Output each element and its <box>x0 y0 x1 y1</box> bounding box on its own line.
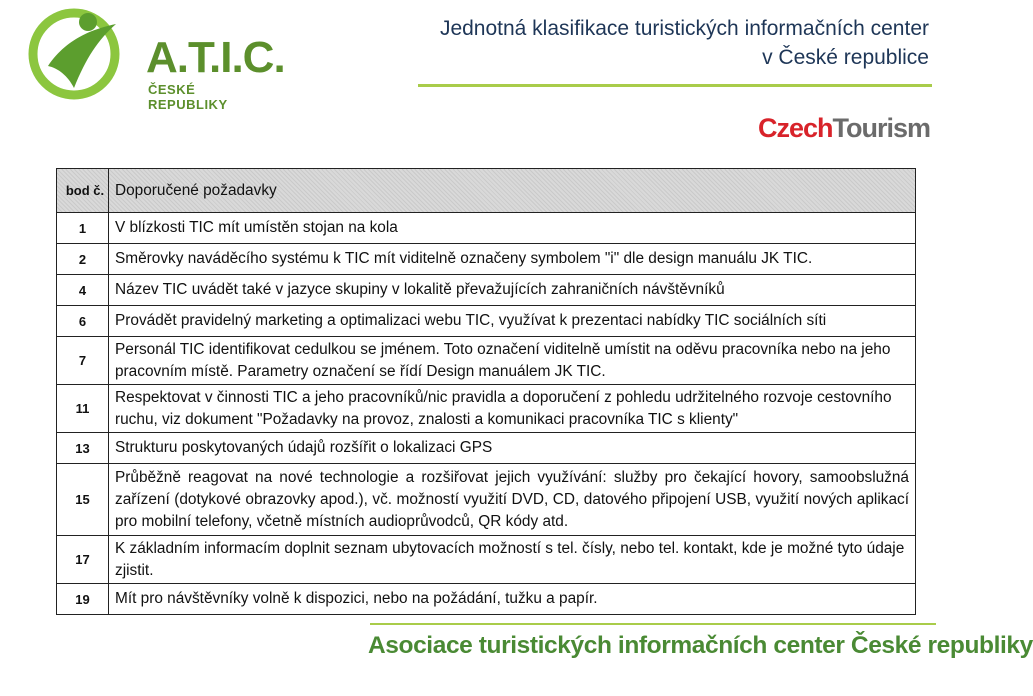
row-text: Provádět pravidelný marketing a optimalizaci webu TIC, využívat k prezentaci nabídky TIC sociálních síti <box>109 306 916 337</box>
czechtourism-logo-part1: Czech <box>758 113 833 143</box>
col-header-text: Doporučené požadavky <box>109 169 916 213</box>
row-text: Průběžně reagovat na nové technologie a rozšiřovat jejich využívání: služby pro čekající hovory, samoobslužná zařízení (dotykové obrazovky apod.), vč. možností využití DVD, CD, datového připojení USB, využití nových aplikací pro mobilní telefony, včetně místních audioprůvodců, QR kódy atd. <box>109 464 916 536</box>
footer-text: Asociace turistických informačních center České republiky <box>368 632 1033 659</box>
table-row <box>57 584 916 615</box>
page-title <box>440 14 929 72</box>
table-row <box>57 464 916 536</box>
row-number: 6 <box>57 306 109 337</box>
table-header-row <box>57 169 916 213</box>
row-number: 2 <box>57 244 109 275</box>
table-row <box>57 337 916 385</box>
czechtourism-logo-part2: Tourism <box>832 113 931 143</box>
row-text: Název TIC uvádět také v jazyce skupiny v lokalitě převažujících zahraničních návštěvníků <box>109 275 916 306</box>
table-row <box>57 536 916 584</box>
table-row <box>57 433 916 464</box>
row-number: 4 <box>57 275 109 306</box>
header-divider <box>418 84 932 87</box>
row-number: 7 <box>57 337 109 385</box>
atic-info-icon <box>28 6 128 98</box>
title-line-1: Jednotná klasifikace turistických informačních center <box>439 17 929 40</box>
row-text: V blízkosti TIC mít umístěn stojan na kola <box>109 213 916 244</box>
row-text: Mít pro návštěvníky volně k dispozici, nebo na požádání, tužku a papír. <box>109 584 916 615</box>
row-number: 19 <box>57 584 109 615</box>
row-number: 13 <box>57 433 109 464</box>
table-row <box>57 244 916 275</box>
logo-subtitle: ČESKÉ REPUBLIKY <box>148 82 228 112</box>
row-text: Směrovky naváděcího systému k TIC mít viditelně označeny symbolem "i" dle design manuálu JK TIC. <box>109 244 916 275</box>
czechtourism-logo <box>758 113 930 143</box>
logo-mark: A.T.I.C. <box>146 33 285 82</box>
col-header-num: bod č. <box>57 169 109 213</box>
table-row <box>57 213 916 244</box>
table-row <box>57 275 916 306</box>
footer-divider <box>370 623 936 625</box>
row-text: Personál TIC identifikovat cedulkou se jménem. Toto označení viditelně umístit na oděvu pracovníka nebo na jeho pracovním místě. Parametry označení se řídí Design manuálem JK TIC. <box>109 337 916 385</box>
row-number: 17 <box>57 536 109 584</box>
title-line-2: v České republice <box>762 46 929 69</box>
row-number: 11 <box>57 385 109 433</box>
row-text: K základním informacím doplnit seznam ubytovacích možností s tel. čísly, nebo tel. kontakt, kde je možné tyto údaje zjistit. <box>109 536 916 584</box>
row-text: Respektovat v činnosti TIC a jeho pracovníků/nic pravidla a doporučení z pohledu udržitelného rozvoje cestovního ruchu, viz dokument "Požadavky na provoz, znalosti a komunikaci pracovníka TIC s klienty" <box>109 385 916 433</box>
atic-logo <box>28 6 285 112</box>
row-number: 15 <box>57 464 109 536</box>
row-number: 1 <box>57 213 109 244</box>
table-row <box>57 306 916 337</box>
table-row <box>57 385 916 433</box>
row-text: Strukturu poskytovaných údajů rozšířit o lokalizaci GPS <box>109 433 916 464</box>
requirements-table <box>56 168 916 615</box>
